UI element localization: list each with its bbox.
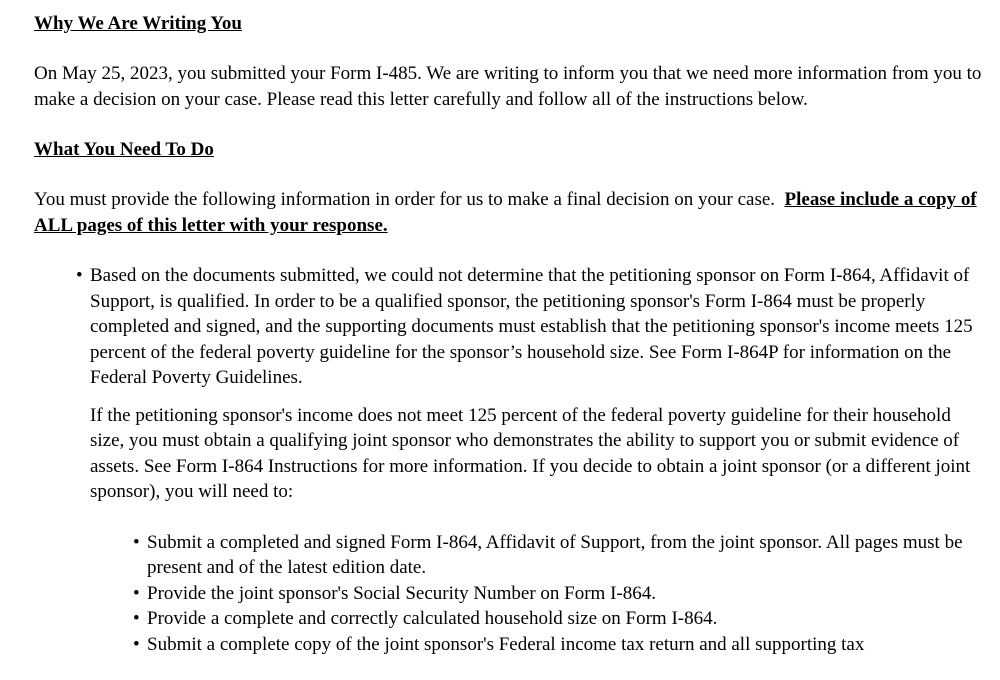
requirement-text: Based on the documents submitted, we could not determine that the petitioning sponsor on Form I-864, Affidavit of Support, is qualified. In order to be a qualified sponsor, the petitioning sponsor's Form I-864 must be properly completed and signed, and the supporting documents must establish that the petitioning sponsor's income meets 125 percent of the federal poverty guideline for the sponsor’s household size. See Form I-864P for information on the Federal Poverty Guidelines. <box>90 265 973 388</box>
bullet-icon: • <box>76 265 83 286</box>
list-item <box>34 632 982 658</box>
section-body-what <box>34 187 982 238</box>
instruction-text: You must provide the following information in order for us to make a final decision on your case. <box>34 189 776 210</box>
requirement-continuation: If the petitioning sponsor's income does not meet 125 percent of the federal poverty guideline for their household size, you must obtain a qualifying joint sponsor who demonstrates the ability to support you or submit evidence of assets. See Form I-864 Instructions for more information. If you decide to obtain a joint sponsor (or a different joint sponsor), you will need to: <box>90 404 971 502</box>
list-item-text: Submit a completed and signed Form I-864, Affidavit of Support, from the joint sponsor. All pages must be present and of the latest edition date. <box>147 531 963 578</box>
list-item-text: Submit a complete copy of the joint sponsor's Federal income tax return and all supporting tax <box>147 633 865 655</box>
section-heading-what: What You Need To Do <box>34 139 214 160</box>
requirement-item <box>34 263 982 391</box>
requirement-list <box>34 263 982 391</box>
include-copy-emphasis: Please include a copy of ALL pages of this letter with your response. <box>34 189 977 236</box>
list-item-text: Provide a complete and correctly calculated household size on Form I-864. <box>147 608 718 629</box>
list-item <box>34 530 982 581</box>
bullet-icon: • <box>133 633 140 655</box>
bullet-icon: • <box>133 531 140 553</box>
list-item <box>34 606 982 632</box>
section-heading-why: Why We Are Writing You <box>34 13 242 34</box>
bullet-icon: • <box>133 582 140 604</box>
section-body-why: On May 25, 2023, you submitted your Form I-485. We are writing to inform you that we need more information from you to make a decision on your case. Please read this letter carefully and follow all of the instructions below. <box>34 63 982 110</box>
list-item <box>34 581 982 607</box>
bullet-icon: • <box>133 608 140 629</box>
list-item-text: Provide the joint sponsor's Social Security Number on Form I-864. <box>147 582 656 604</box>
joint-sponsor-list <box>34 530 982 658</box>
